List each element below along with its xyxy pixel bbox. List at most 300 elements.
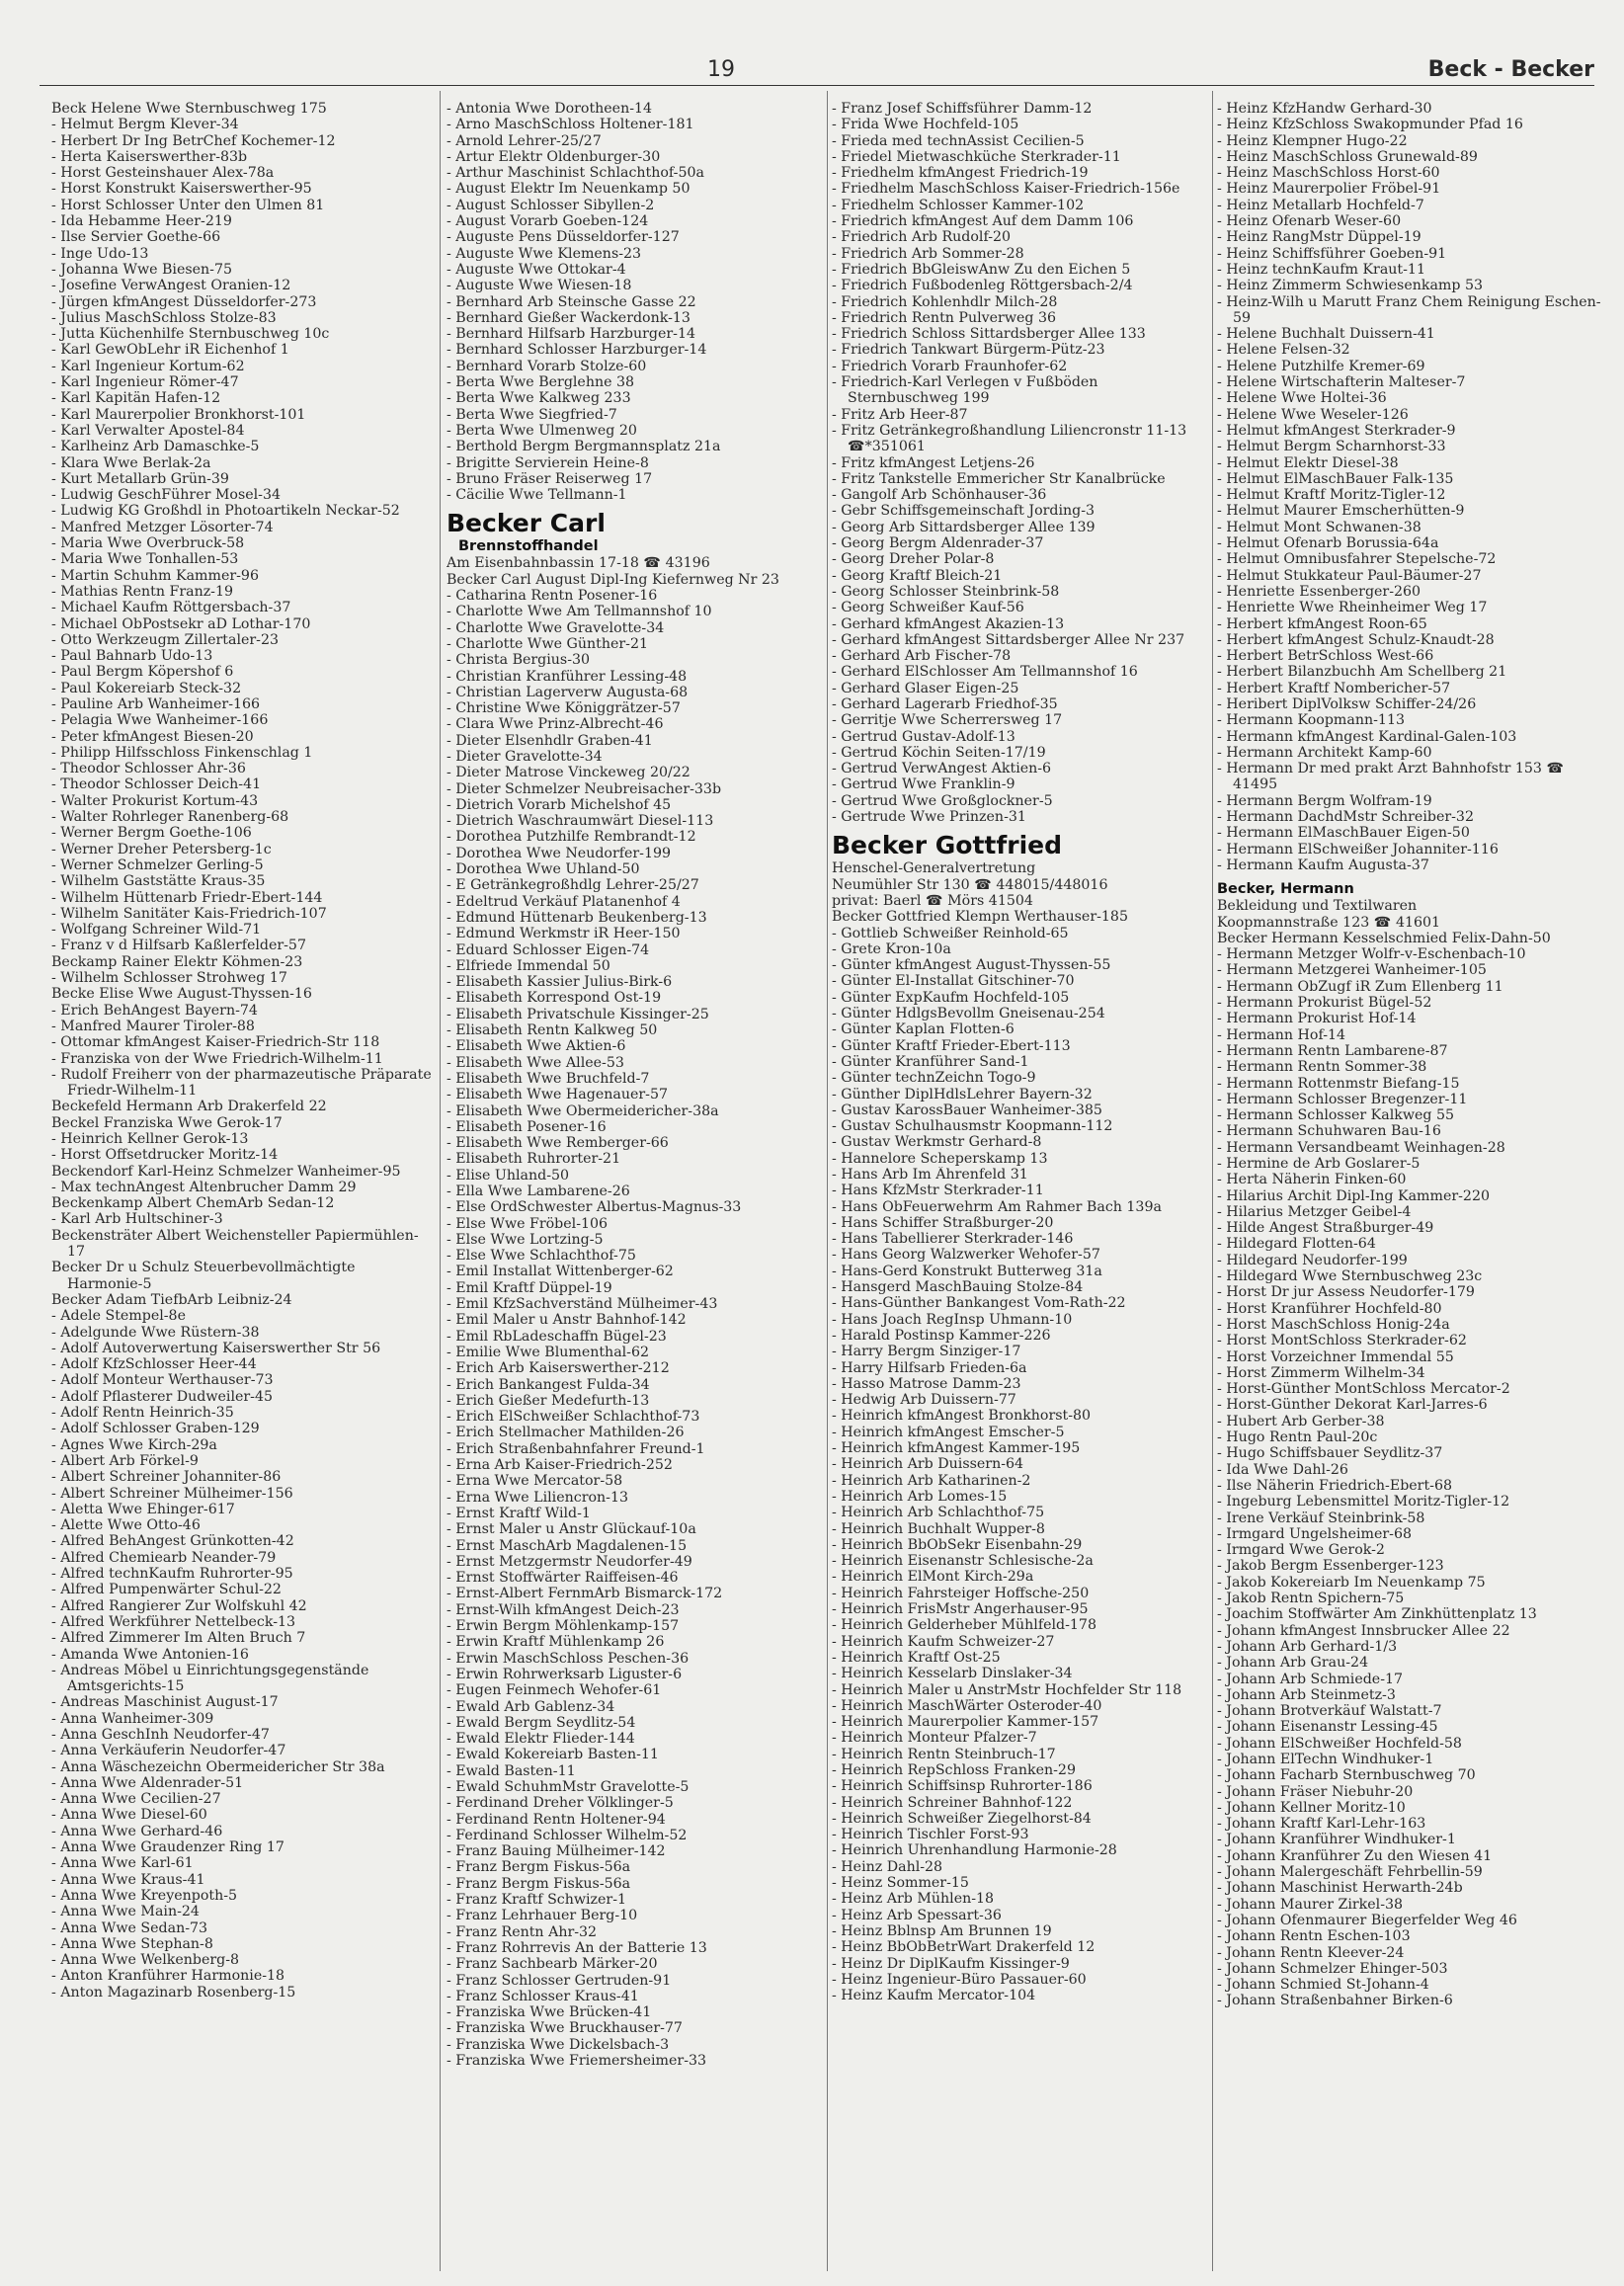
directory-entry: - Gebr Schiffsgemeinschaft Jording-3 — [832, 503, 1096, 520]
directory-entry: - Hilarius Metzger Geibel-4 — [1217, 1203, 1412, 1220]
directory-entry: - Henriette Wwe Rheinheimer Weg 17 — [1217, 600, 1488, 616]
directory-entry: privat: Baerl ☎ Mörs 41504 — [832, 892, 1033, 909]
directory-entry: - Anna Wwe Karl-61 — [51, 1855, 194, 1872]
directory-entry: - Anna Wwe Kreyenpoth-5 — [51, 1887, 238, 1904]
directory-entry: - Hans Schiffer Straßburger-20 — [832, 1214, 1054, 1231]
column-divider — [827, 91, 828, 2271]
directory-entry: - Karlheinz Arb Damaschke-5 — [51, 439, 260, 455]
directory-entry: - Charlotte Wwe Am Tellmannshof 10 — [447, 604, 712, 620]
directory-entry: - Anton Magazinarb Rosenberg-15 — [51, 1984, 296, 2000]
directory-entry: - Wilhelm Sanitäter Kais-Friedrich-107 — [51, 905, 327, 922]
directory-entry: - Georg Arb Sittardsberger Allee 139 — [832, 519, 1096, 535]
directory-entry: - Fritz Tankstelle Emmericher Str Kanalbrücke — [832, 470, 1166, 487]
directory-entry: - Karl Maurerpolier Bronkhorst-101 — [51, 406, 306, 423]
directory-entry: - Hedwig Arb Duissern-77 — [832, 1392, 1016, 1409]
directory-entry: - Hans Tabellierer Sterkrader-146 — [832, 1231, 1074, 1248]
directory-entry: - Else Wwe Schlachthof-75 — [447, 1248, 636, 1265]
directory-entry: - Helmut ElMaschBauer Falk-135 — [1217, 470, 1454, 487]
directory-entry: Beckendorf Karl-Heinz Schmelzer Wanheimer-95 — [51, 1163, 401, 1180]
directory-entry: Bekleidung und Textilwaren — [1217, 898, 1418, 915]
directory-entry: - Gertrud Köchin Seiten-17/19 — [832, 744, 1046, 761]
directory-entry: - Agnes Wwe Kirch-29a — [51, 1436, 217, 1453]
directory-entry: - Karl Arb Hultschiner-3 — [51, 1211, 223, 1228]
directory-entry: - Elisabeth Wwe Aktien-6 — [447, 1038, 626, 1055]
directory-entry: - Michael Kaufm Röttgersbach-37 — [51, 600, 291, 616]
directory-entry: - Auguste Pens Düsseldorfer-127 — [447, 229, 680, 246]
directory-column-4 — [1217, 101, 1602, 2274]
directory-entry: - Aletta Wwe Ehinger-617 — [51, 1501, 235, 1517]
directory-entry: - Günter technZeichn Togo-9 — [832, 1070, 1036, 1087]
directory-entry: - Herbert kfmAngest Schulz-Knaudt-28 — [1217, 631, 1495, 648]
directory-entry: - Heinz Arb Spessart-36 — [832, 1907, 1002, 1923]
directory-entry: - Hermann Schlosser Bregenzer-11 — [1217, 1091, 1468, 1107]
directory-entry: - Friedrich Schloss Sittardsberger Allee 133 — [832, 326, 1146, 343]
directory-entry: - Gerhard kfmAngest Sittardsberger Allee Nr 237 — [832, 631, 1185, 648]
directory-entry: - Dieter Elsenhdlr Graben-41 — [447, 732, 653, 749]
directory-entry: - Horst MontSchloss Sterkrader-62 — [1217, 1333, 1467, 1349]
directory-entry: - Franz Bergm Fiskus-56a — [447, 1875, 631, 1892]
directory-entry: - Martin Schuhm Kammer-96 — [51, 567, 259, 584]
directory-entry: - Otto Werkzeugm Zillertaler-23 — [51, 631, 280, 648]
directory-entry: - Johann Facharb Sternbuschweg 70 — [1217, 1767, 1476, 1784]
directory-entry: - Manfred Maurer Tiroler-88 — [51, 1018, 255, 1034]
directory-entry: - August Elektr Im Neuenkamp 50 — [447, 181, 690, 198]
directory-entry: - Walter Prokurist Kortum-43 — [51, 792, 259, 809]
directory-entry: - Erna Arb Kaiser-Friedrich-252 — [447, 1457, 673, 1474]
directory-entry: - Pauline Arb Wanheimer-166 — [51, 695, 261, 712]
directory-entry: - Erich ElSchweißer Schlachthof-73 — [447, 1409, 700, 1426]
directory-entry: - Joachim Stoffwärter Am Zinkhüttenplatz 13 — [1217, 1606, 1537, 1623]
directory-entry: - Hermann ElSchweißer Johanniter-116 — [1217, 841, 1499, 857]
directory-entry: - Heinrich kfmAngest Kammer-195 — [832, 1440, 1081, 1457]
directory-entry: - Walter Rohrleger Ranenberg-68 — [51, 809, 289, 826]
directory-column-2 — [447, 101, 827, 2274]
directory-entry: - Friedel Mietwaschküche Sterkrader-11 — [832, 148, 1121, 165]
directory-entry: - Hermann Schlosser Kalkweg 55 — [1217, 1107, 1455, 1124]
directory-entry: - Heinz Dr DiplKaufm Kissinger-9 — [832, 1955, 1070, 1972]
directory-entry: - Hermann Rentn Sommer-38 — [1217, 1059, 1427, 1076]
directory-entry: - Alfred Zimmerer Im Alten Bruch 7 — [51, 1630, 306, 1647]
directory-entry: - Theodor Schlosser Ahr-36 — [51, 761, 246, 777]
directory-entry: - Johann Arb Schmiede-17 — [1217, 1671, 1404, 1687]
directory-entry: - Johann Schmied St-Johann-4 — [1217, 1977, 1429, 1994]
directory-entry: - Heinz Ofenarb Weser-60 — [1217, 213, 1402, 230]
directory-entry: - Emil Installat Wittenberger-62 — [447, 1264, 674, 1280]
directory-entry: - Ilse Servier Goethe-66 — [51, 229, 221, 246]
directory-entry: Henschel-Generalvertretung — [832, 860, 1036, 877]
directory-entry: - Heinrich Schiffsinsp Ruhrorter-186 — [832, 1778, 1093, 1795]
directory-entry: - Johann Maurer Zirkel-38 — [1217, 1896, 1404, 1913]
directory-entry: - Werner Bergm Goethe-106 — [51, 825, 252, 842]
directory-entry: - Alfred Rangierer Zur Wolfskuhl 42 — [51, 1597, 307, 1614]
directory-entry: - Heinz technKaufm Kraut-11 — [1217, 261, 1425, 278]
directory-entry: Am Eisenbahnbassin 17-18 ☎ 43196 — [447, 555, 710, 572]
directory-entry: - Gangolf Arb Schönhauser-36 — [832, 487, 1047, 504]
directory-entry: - Ernst Maler u Anstr Glückauf-10a — [447, 1521, 696, 1538]
directory-entry: - Gustav KarossBauer Wanheimer-385 — [832, 1102, 1102, 1118]
directory-entry: - Elisabeth Wwe Remberger-66 — [447, 1135, 669, 1152]
directory-entry: - Heinz BbObBetrWart Drakerfeld 12 — [832, 1939, 1096, 1956]
business-heading: Becker, Hermann — [1217, 881, 1354, 898]
directory-entry: - Johann Fräser Niebuhr-20 — [1217, 1783, 1414, 1800]
directory-entry: - Franziska Wwe Bruckhauser-77 — [447, 2020, 683, 2037]
directory-entry: - Johann Ofenmaurer Biegerfelder Weg 46 — [1217, 1912, 1517, 1928]
directory-entry: Becker Carl August Dipl-Ing Kiefernweg Nr 23 — [447, 571, 779, 588]
directory-entry: - Friedrich Tankwart Bürgerm-Pütz-23 — [832, 342, 1105, 359]
directory-entry: - Alette Wwe Otto-46 — [51, 1517, 201, 1534]
directory-entry: - Günter Kranführer Sand-1 — [832, 1053, 1029, 1070]
directory-entry: - Helmut Bergm Klever-34 — [51, 117, 239, 133]
directory-entry: - Ernst Stoffwärter Raiffeisen-46 — [447, 1570, 679, 1587]
directory-entry: - Dieter Gravelotte-34 — [447, 748, 603, 765]
directory-entry: - Gustav Werkmstr Gerhard-8 — [832, 1134, 1042, 1151]
directory-entry: - Wilhelm Schlosser Strohweg 17 — [51, 970, 287, 987]
directory-entry: - Franz Rentn Ahr-32 — [447, 1923, 598, 1940]
directory-entry: - Josefine VerwAngest Oranien-12 — [51, 278, 291, 294]
directory-entry: - Emil KfzSachverständ Mülheimer-43 — [447, 1296, 718, 1313]
directory-entry: - Georg Schlosser Steinbrink-58 — [832, 583, 1060, 600]
directory-entry: - Alfred Werkführer Nettelbeck-13 — [51, 1613, 296, 1630]
directory-entry: - Julius MaschSchloss Stolze-83 — [51, 309, 277, 326]
directory-entry: - Erich Gießer Medefurth-13 — [447, 1392, 650, 1409]
directory-entry: - Anna Wwe Kraus-41 — [51, 1871, 205, 1888]
directory-entry: - August Vorarb Goeben-124 — [447, 213, 649, 230]
directory-entry: - Gerhard Glaser Eigen-25 — [832, 680, 1019, 696]
directory-entry: Beckensträter Albert Weichensteller Papiermühlen-17 — [51, 1227, 419, 1261]
directory-entry: - Franz Sachbearb Märker-20 — [447, 1956, 658, 1973]
directory-entry: - Karl GewObLehr iR Eichenhof 1 — [51, 342, 289, 359]
directory-entry: - Horst Offsetdrucker Moritz-14 — [51, 1147, 279, 1164]
directory-entry: - Erwin Kraftf Mühlenkamp 26 — [447, 1634, 665, 1651]
directory-entry: Becker Hermann Kesselschmied Felix-Dahn-50 — [1217, 930, 1551, 946]
directory-entry: - Heinz Bblnsp Am Brunnen 19 — [832, 1922, 1052, 1939]
directory-entry: - Johann kfmAngest Innsbrucker Allee 22 — [1217, 1622, 1510, 1639]
directory-entry: - Auguste Wwe Klemens-23 — [447, 245, 642, 262]
directory-entry: - Horst Kranführer Hochfeld-80 — [1217, 1300, 1442, 1317]
directory-entry: - Hans Georg Walzwerker Wehofer-57 — [832, 1247, 1100, 1264]
directory-entry: - Christian Kranführer Lessing-48 — [447, 668, 688, 685]
directory-entry: - Herta Näherin Finken-60 — [1217, 1172, 1407, 1188]
directory-entry: - Hansgerd MaschBauing Stolze-84 — [832, 1279, 1084, 1296]
directory-entry: - Helmut Kraftf Moritz-Tigler-12 — [1217, 487, 1446, 504]
directory-entry: - Erwin Bergm Möhlenkamp-157 — [447, 1618, 680, 1635]
directory-entry: - Ewald Bergm Seydlitz-54 — [447, 1714, 636, 1731]
directory-entry: - Adolf KfzSchlosser Heer-44 — [51, 1356, 257, 1373]
directory-entry: - Artur Elektr Oldenburger-30 — [447, 148, 661, 165]
directory-entry: - Elisabeth Wwe Obermeidericher-38a — [447, 1102, 719, 1119]
directory-entry: - Elisabeth Korrespond Ost-19 — [447, 990, 662, 1007]
directory-entry: - Else Wwe Fröbel-106 — [447, 1215, 609, 1232]
directory-entry: - Heinrich Kraftf Ost-25 — [832, 1649, 1001, 1666]
directory-entry: - Berthold Bergm Bergmannsplatz 21a — [447, 439, 721, 455]
directory-entry: - Erich Stellmacher Mathilden-26 — [447, 1425, 685, 1441]
directory-entry: - Harry Bergm Sinziger-17 — [832, 1344, 1021, 1360]
directory-entry: - Irmgard Wwe Gerok-2 — [1217, 1542, 1385, 1559]
directory-entry: - Heinrich RepSchloss Franken-29 — [832, 1761, 1076, 1778]
directory-entry: - Franziska Wwe Dickelsbach-3 — [447, 2036, 670, 2053]
directory-entry: - Helmut kfmAngest Sterkrader-9 — [1217, 422, 1456, 439]
directory-entry: - Günter Kaplan Flotten-6 — [832, 1021, 1015, 1038]
directory-entry: - Else Wwe Lortzing-5 — [447, 1231, 604, 1248]
directory-entry: - Ewald SchuhmMstr Gravelotte-5 — [447, 1778, 690, 1795]
directory-entry: - Hans Arb Im Ährenfeld 31 — [832, 1167, 1028, 1183]
directory-entry: - Hildegard Wwe Sternbuschweg 23c — [1217, 1268, 1483, 1285]
directory-entry: - Helmut Ofenarb Borussia-64a — [1217, 535, 1439, 552]
directory-entry: - Helene Wirtschafterin Malteser-7 — [1217, 374, 1466, 391]
directory-entry: - Elisabeth Kassier Julius-Birk-6 — [447, 974, 673, 991]
directory-entry: - Hans ObFeuerwehrm Am Rahmer Bach 139a — [832, 1198, 1162, 1215]
directory-entry: - Irene Verkäuf Steinbrink-58 — [1217, 1510, 1425, 1526]
directory-entry: - Heinrich Gelderheber Mühlfeld-178 — [832, 1617, 1096, 1634]
directory-entry: - Bernhard Arb Steinsche Gasse 22 — [447, 293, 696, 310]
directory-entry: - Jakob Kokereiarb Im Neuenkamp 75 — [1217, 1574, 1486, 1591]
directory-entry: - Dieter Schmelzer Neubreisacher-33b — [447, 780, 722, 797]
directory-entry: - Heinrich Rentn Steinbruch-17 — [832, 1746, 1056, 1762]
directory-entry: - Anna GeschInh Neudorfer-47 — [51, 1726, 270, 1743]
directory-entry: - Maria Wwe Tonhallen-53 — [51, 551, 239, 568]
directory-entry: - Erich Straßenbahnfahrer Freund-1 — [447, 1440, 705, 1457]
directory-entry: - Franz v d Hilfsarb Kaßlerfelder-57 — [51, 938, 306, 954]
directory-entry: - Hermann ElMaschBauer Eigen-50 — [1217, 825, 1470, 842]
directory-entry: Neumühler Str 130 ☎ 448015/448016 — [832, 876, 1108, 893]
directory-entry: - Friedrich Arb Sommer-28 — [832, 245, 1024, 262]
directory-entry: - Hermann Hof-14 — [1217, 1026, 1346, 1043]
directory-entry: - Ida Wwe Dahl-26 — [1217, 1461, 1348, 1478]
directory-entry: - Paul Bergm Köpershof 6 — [51, 664, 234, 681]
directory-entry: - Anna Wwe Aldenrader-51 — [51, 1774, 244, 1791]
directory-entry: - Johann Kellner Moritz-10 — [1217, 1799, 1406, 1816]
directory-entry: - Elisabeth Privatschule Kissinger-25 — [447, 1006, 709, 1022]
directory-entry: - Dorothea Wwe Uhland-50 — [447, 861, 640, 878]
directory-entry: - Horst-Günther MontSchloss Mercator-2 — [1217, 1381, 1510, 1398]
directory-entry: - Ilse Näherin Friedrich-Ebert-68 — [1217, 1477, 1453, 1494]
directory-entry: - Franziska Wwe Brücken-41 — [447, 2004, 652, 2021]
directory-entry: - Franz Bauing Mülheimer-142 — [447, 1843, 666, 1860]
directory-entry: - Helene Felsen-32 — [1217, 342, 1350, 359]
directory-entry: - Jutta Küchenhilfe Sternbuschweg 10c — [51, 326, 330, 343]
directory-entry: - Else OrdSchwester Albertus-Magnus-33 — [447, 1199, 742, 1216]
directory-entry: Beckenkamp Albert ChemArb Sedan-12 — [51, 1195, 335, 1212]
directory-entry: - Heinrich Maler u AnstrMstr Hochfelder Str 118 — [832, 1681, 1182, 1698]
directory-entry: - Heinrich FrisMstr Angerhauser-95 — [832, 1601, 1089, 1618]
directory-entry: - Anna Wwe Main-24 — [51, 1904, 200, 1920]
directory-entry: - Albert Schreiner Johanniter-86 — [51, 1469, 282, 1486]
directory-entry: - Horst Gesteinshauer Alex-78a — [51, 165, 275, 182]
directory-entry: - Adele Stempel-8e — [51, 1308, 186, 1325]
directory-entry: - Charlotte Wwe Gravelotte-34 — [447, 619, 665, 636]
directory-entry: Becker Adam TiefbArb Leibniz-24 — [51, 1291, 292, 1308]
directory-entry: - Anna Wanheimer-309 — [51, 1710, 214, 1727]
directory-entry: - Arthur Maschinist Schlachthof-50a — [447, 165, 704, 182]
directory-entry: - Alfred Pumpenwärter Schul-22 — [51, 1582, 282, 1598]
directory-entry: - Arnold Lehrer-25/27 — [447, 132, 602, 149]
directory-entry: - Harry Hilfsarb Frieden-6a — [832, 1359, 1027, 1376]
directory-entry: - Elfriede Immendal 50 — [447, 957, 610, 974]
directory-entry: - Wilhelm Hüttenarb Friedr-Ebert-144 — [51, 889, 323, 906]
directory-entry: - Heinrich Schweißer Ziegelhorst-84 — [832, 1810, 1092, 1827]
directory-entry: - Dorothea Wwe Neudorfer-199 — [447, 845, 672, 861]
directory-entry: - Bernhard Schlosser Harzburger-14 — [447, 342, 707, 359]
directory-entry: - Charlotte Wwe Günther-21 — [447, 635, 649, 652]
directory-entry: - Günther DiplHdlsLehrer Bayern-32 — [832, 1086, 1093, 1102]
directory-entry: - Erwin Rohrwerksarb Liguster-6 — [447, 1666, 683, 1682]
directory-entry: - Herbert Bilanzbuchh Am Schellberg 21 — [1217, 664, 1507, 681]
directory-entry: - Georg Dreher Polar-8 — [832, 551, 995, 568]
directory-entry: - Heinrich Fahrsteiger Hoffsche-250 — [832, 1585, 1090, 1601]
directory-entry: - Franz Kraftf Schwizer-1 — [447, 1892, 627, 1909]
directory-entry: - Jakob Rentn Spichern-75 — [1217, 1591, 1405, 1607]
directory-entry: - Heinrich ElMont Kirch-29a — [832, 1569, 1034, 1586]
directory-entry: - Heinrich Uhrenhandlung Harmonie-28 — [832, 1842, 1117, 1859]
directory-entry: - Andreas Maschinist August-17 — [51, 1694, 279, 1711]
directory-entry: - Friedrich Rentn Pulverweg 36 — [832, 309, 1057, 326]
directory-entry: - Auguste Wwe Wiesen-18 — [447, 278, 632, 294]
directory-entry: - Johanna Wwe Biesen-75 — [51, 261, 233, 278]
directory-entry: - Heinrich Maurerpolier Kammer-157 — [832, 1714, 1099, 1731]
directory-entry: - Herbert kfmAngest Roon-65 — [1217, 615, 1427, 632]
directory-entry: - Johann ElTechn Windhuker-1 — [1217, 1751, 1434, 1767]
directory-entry: - Cäcilie Wwe Tellmann-1 — [447, 487, 627, 504]
directory-entry: - Johann Arb Gerhard-1/3 — [1217, 1638, 1398, 1655]
directory-entry: - Ernst-Albert FernmArb Bismarck-172 — [447, 1586, 723, 1602]
directory-entry: - Emil Kraftf Düppel-19 — [447, 1279, 612, 1296]
directory-entry: - Elisabeth Wwe Allee-53 — [447, 1054, 624, 1071]
directory-entry: - Ernst MaschArb Magdalenen-15 — [447, 1537, 688, 1554]
directory-entry: - Helene Wwe Holtei-36 — [1217, 390, 1387, 407]
directory-entry: - Ernst Metzgermstr Neudorfer-49 — [447, 1553, 692, 1570]
directory-entry: - Antonia Wwe Dorotheen-14 — [447, 101, 653, 117]
directory-entry: - Karl Ingenieur Römer-47 — [51, 374, 239, 391]
directory-entry: - Frida Wwe Hochfeld-105 — [832, 117, 1019, 133]
directory-entry: - Friedrich-Karl Verlegen v Fußböden Sternbuschweg 199 — [832, 374, 1098, 407]
directory-entry: Beckefeld Hermann Arb Drakerfeld 22 — [51, 1099, 327, 1115]
directory-entry: - Helmut Maurer Emscherhütten-9 — [1217, 503, 1465, 520]
directory-entry: - Hasso Matrose Damm-23 — [832, 1375, 1021, 1392]
directory-entry: - Herbert Dr Ing BetrChef Kochemer-12 — [51, 132, 336, 149]
directory-entry: - Franz Schlosser Gertruden-91 — [447, 1972, 672, 1989]
directory-entry: - Ida Hebamme Heer-219 — [51, 213, 232, 230]
directory-entry: - Wolfgang Schreiner Wild-71 — [51, 922, 262, 939]
directory-entry: - Ernst Kraftf Wild-1 — [447, 1505, 591, 1521]
directory-entry: - Herta Kaiserswerther-83b — [51, 148, 248, 165]
directory-entry: - Heinz MaschSchloss Horst-60 — [1217, 165, 1440, 182]
directory-entry: - Heinrich Kesselarb Dinslaker-34 — [832, 1666, 1073, 1682]
directory-entry: - Heinz Kaufm Mercator-104 — [832, 1988, 1036, 2004]
directory-entry: - Horst MaschSchloss Honig-24a — [1217, 1316, 1450, 1333]
directory-entry: - Heinrich Arb Duissern-64 — [832, 1456, 1024, 1473]
directory-entry: - Erich Arb Kaiserswerther-212 — [447, 1360, 670, 1377]
directory-entry: - Christian Lagerverw Augusta-68 — [447, 684, 689, 700]
directory-entry: - Friedhelm kfmAngest Friedrich-19 — [832, 165, 1089, 182]
directory-entry: - Brigitte Servierein Heine-8 — [447, 454, 649, 471]
directory-entry: - Horst Schlosser Unter den Ulmen 81 — [51, 197, 325, 213]
directory-entry: - Heinz-Wilh u Marutt Franz Chem Reinigung Eschen-59 — [1217, 293, 1601, 326]
directory-entry: - Clara Wwe Prinz-Albrecht-46 — [447, 716, 664, 733]
directory-entry: - Werner Schmelzer Gerling-5 — [51, 857, 264, 873]
directory-entry: - Gerritje Wwe Scherrersweg 17 — [832, 712, 1063, 729]
directory-entry: Becker Dr u Schulz Steuerbevollmächtigte Harmonie-5 — [51, 1260, 356, 1292]
directory-entry: - Adolf Schlosser Graben-129 — [51, 1421, 260, 1437]
directory-entry: - Helmut Mont Schwanen-38 — [1217, 519, 1421, 535]
directory-entry: - Heinrich MaschWärter Osteroder-40 — [832, 1697, 1102, 1714]
directory-entry: - Heinz Arb Mühlen-18 — [832, 1891, 995, 1908]
directory-entry: - Bruno Fräser Reiserweg 17 — [447, 470, 653, 487]
directory-entry: - Hermann Metzgerei Wanheimer-105 — [1217, 962, 1487, 979]
directory-entry: - Emil RbLadeschaffn Bügel-23 — [447, 1328, 667, 1345]
directory-entry: - Henriette Essenberger-260 — [1217, 583, 1421, 600]
directory-entry: - Heinz Maurerpolier Fröbel-91 — [1217, 181, 1441, 198]
directory-entry: - Arno MaschSchloss Holtener-181 — [447, 117, 694, 133]
directory-entry: - Ewald Kokereiarb Basten-11 — [447, 1747, 659, 1763]
directory-entry: - Heinrich Buchhalt Wupper-8 — [832, 1520, 1045, 1537]
directory-entry: - Christine Wwe Königgrätzer-57 — [447, 700, 681, 717]
directory-entry: - Michael ObPostsekr aD Lothar-170 — [51, 615, 311, 632]
directory-entry: - Anna Wwe Diesel-60 — [51, 1807, 207, 1824]
directory-entry: - Alfred BehAngest Grünkotten-42 — [51, 1533, 294, 1550]
directory-entry: - Heinrich Eisenanstr Schlesische-2a — [832, 1553, 1094, 1570]
directory-entry: - Johann Malergeschäft Fehrbellin-59 — [1217, 1864, 1483, 1881]
directory-entry: - Karl Ingenieur Kortum-62 — [51, 358, 245, 374]
directory-entry: - Johann Rentn Eschen-103 — [1217, 1928, 1411, 1945]
directory-entry: - Heinrich Arb Schlachthof-75 — [832, 1505, 1045, 1521]
directory-entry: Becker Gottfried Klempn Werthauser-185 — [832, 909, 1128, 926]
directory-entry: - Erwin MaschSchloss Peschen-36 — [447, 1650, 690, 1667]
directory-entry: - Alfred Chemiearb Neander-79 — [51, 1549, 277, 1566]
directory-entry: - Dieter Matrose Vinckeweg 20/22 — [447, 765, 690, 781]
directory-entry: - Anna Wwe Graudenzer Ring 17 — [51, 1839, 284, 1856]
header-rule — [40, 85, 1594, 86]
directory-entry: - Hermann DachdMstr Schreiber-32 — [1217, 809, 1474, 826]
directory-entry: - Catharina Rentn Posener-16 — [447, 588, 658, 605]
directory-entry: - Ernst-Wilh kfmAngest Deich-23 — [447, 1601, 680, 1618]
directory-entry: - Franz Bergm Fiskus-56a — [447, 1859, 631, 1876]
directory-entry: - Gottlieb Schweißer Reinhold-65 — [832, 925, 1069, 941]
directory-entry: - Franz Josef Schiffsführer Damm-12 — [832, 101, 1093, 117]
directory-entry: - Johann Schmelzer Ehinger-503 — [1217, 1960, 1448, 1977]
business-heading: Becker Carl — [447, 509, 606, 538]
directory-entry: - Amanda Wwe Antonien-16 — [51, 1646, 249, 1663]
directory-entry: - Heribert DiplVolksw Schiffer-24/26 — [1217, 695, 1477, 712]
running-head: Beck - Becker — [1427, 57, 1594, 82]
directory-entry: - Eduard Schlosser Eigen-74 — [447, 941, 650, 958]
directory-entry: - Heinrich Monteur Pfalzer-7 — [832, 1730, 1037, 1747]
directory-entry: - Friedrich BbGleiswAnw Zu den Eichen 5 — [832, 261, 1131, 278]
directory-entry: - Erna Wwe Liliencron-13 — [447, 1489, 629, 1506]
directory-entry: - Jakob Bergm Essenberger-123 — [1217, 1558, 1444, 1575]
directory-entry: - Hermann Prokurist Hof-14 — [1217, 1011, 1417, 1027]
directory-entry: - Elisabeth Rentn Kalkweg 50 — [447, 1022, 658, 1039]
directory-entry: - Gertrud Wwe Franklin-9 — [832, 776, 1015, 793]
directory-entry: - Hans Joach RegInsp Uhmann-10 — [832, 1311, 1073, 1328]
directory-entry: - Heinrich BbObSekr Eisenbahn-29 — [832, 1536, 1083, 1553]
directory-entry: - Helmut Stukkateur Paul-Bäumer-27 — [1217, 567, 1482, 584]
directory-entry: - Heinrich Arb Katharinen-2 — [832, 1472, 1031, 1489]
directory-entry: - Hildegard Neudorfer-199 — [1217, 1252, 1408, 1268]
directory-entry: - Hermann Prokurist Bügel-52 — [1217, 995, 1432, 1012]
directory-entry: - Anna Wwe Sedan-73 — [51, 1919, 208, 1936]
directory-entry: - Anna Wwe Stephan-8 — [51, 1935, 213, 1952]
directory-entry: - Gustav Schulhausmstr Koopmann-112 — [832, 1118, 1113, 1135]
directory-column-1 — [51, 101, 432, 2274]
directory-entry: - Eugen Feinmech Wehofer-61 — [447, 1682, 662, 1699]
directory-entry: - Elisabeth Posener-16 — [447, 1118, 607, 1135]
directory-entry: - Alfred technKaufm Ruhrorter-95 — [51, 1566, 293, 1583]
directory-entry: - Christa Bergius-30 — [447, 652, 591, 669]
directory-entry: - Georg Bergm Aldenrader-37 — [832, 535, 1044, 552]
directory-entry: - Georg Kraftf Bleich-21 — [832, 567, 1003, 584]
directory-entry: - Albert Schreiner Mülheimer-156 — [51, 1485, 293, 1502]
directory-entry: - Wilhelm Gaststätte Kraus-35 — [51, 873, 266, 890]
